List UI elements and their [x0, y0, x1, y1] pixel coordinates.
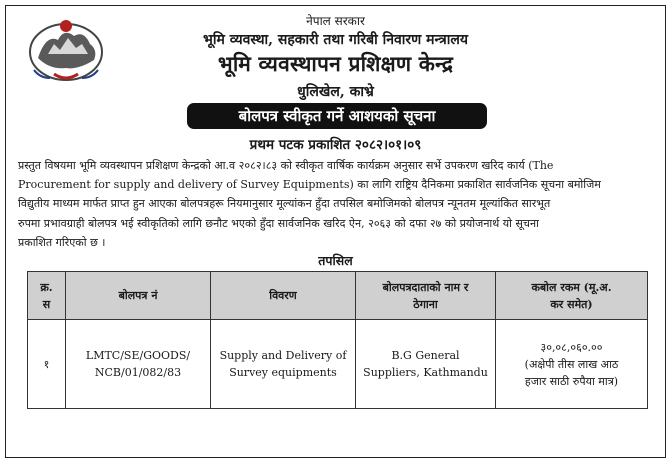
office-name: भूमि व्यवस्थापन प्रशिक्षण केन्द्र — [217, 51, 454, 76]
paragraph-line: Procurement for supply and delivery of Survey Equipments) का लागि राष्ट्रिय दैनिकमा प्रकाशित सार्वजनिक सूचना बमोजिम — [18, 178, 601, 192]
cell-bid-number: LMTC/SE/GOODS/ NCB/01/082/83 — [66, 320, 211, 409]
cell-serial-number: १ — [28, 320, 66, 409]
paragraph-line: विद्युतीय माध्यम मार्फत प्राप्त हुन आएका बोलपत्रहरू नियमानुसार मूल्यांकन हुँदा तपसिल बमोजिमको बोलपत्र न्यूनतम मूल्यांकित सारभूत — [18, 197, 551, 211]
cell-bidder: B.G General Suppliers, Kathmandu — [356, 320, 496, 409]
header-serial-number: क्र. स — [28, 272, 66, 320]
first-published-date: प्रथम पटक प्रकाशित २०८२।०१।०९ — [249, 137, 422, 153]
notice-title: बोलपत्र स्वीकृत गर्ने आशयको सूचना — [187, 103, 487, 129]
notice-page — [5, 5, 666, 458]
office-location: धुलिखेल, काभ्रे — [297, 84, 374, 100]
notice-paragraph — [18, 156, 654, 252]
paragraph-line: रुपमा प्रभावग्राही बोलपत्र भई स्वीकृतिको लागि छनौट भएको हुँदा सार्वजनिक खरिद ऐन, २०६३ को दफा २७ को प्रयोजनार्थ यो सूचना — [18, 216, 539, 230]
header-description: विवरण — [211, 272, 356, 320]
table-row — [28, 320, 648, 409]
header-bidder-name-address: बोलपत्रदाताको नाम र ठेगाना — [356, 272, 496, 320]
details-table — [27, 271, 648, 409]
government-name: नेपाल सरकार — [306, 14, 365, 28]
paragraph-line: प्रकाशित गरिएको छ । — [18, 235, 106, 249]
table-caption: तपसिल — [318, 253, 353, 268]
ministry-name: भूमि व्यवस्था, सहकारी तथा गरिबी निवारण मन्त्रालय — [203, 32, 468, 48]
paragraph-line: प्रस्तुत विषयमा भूमि व्यवस्थापन प्रशिक्षण केन्द्रको आ.व २०८२।८३ को स्वीकृत वार्षिक कार्यक्रम अनुसार सर्भे उपकरण खरिद कार्य (The — [18, 159, 554, 172]
table-header-row — [28, 272, 648, 320]
header-bid-amount: कबोल रकम (मू.अ. कर समेत) — [496, 272, 648, 320]
cell-description: Supply and Delivery of Survey equipments — [211, 320, 356, 409]
cell-bid-amount: ३०,०८,०६०.०० (अक्षेपी तीस लाख आठ हजार साठी रुपैया मात्र) — [496, 320, 648, 409]
header-bid-number: बोलपत्र नं — [66, 272, 211, 320]
